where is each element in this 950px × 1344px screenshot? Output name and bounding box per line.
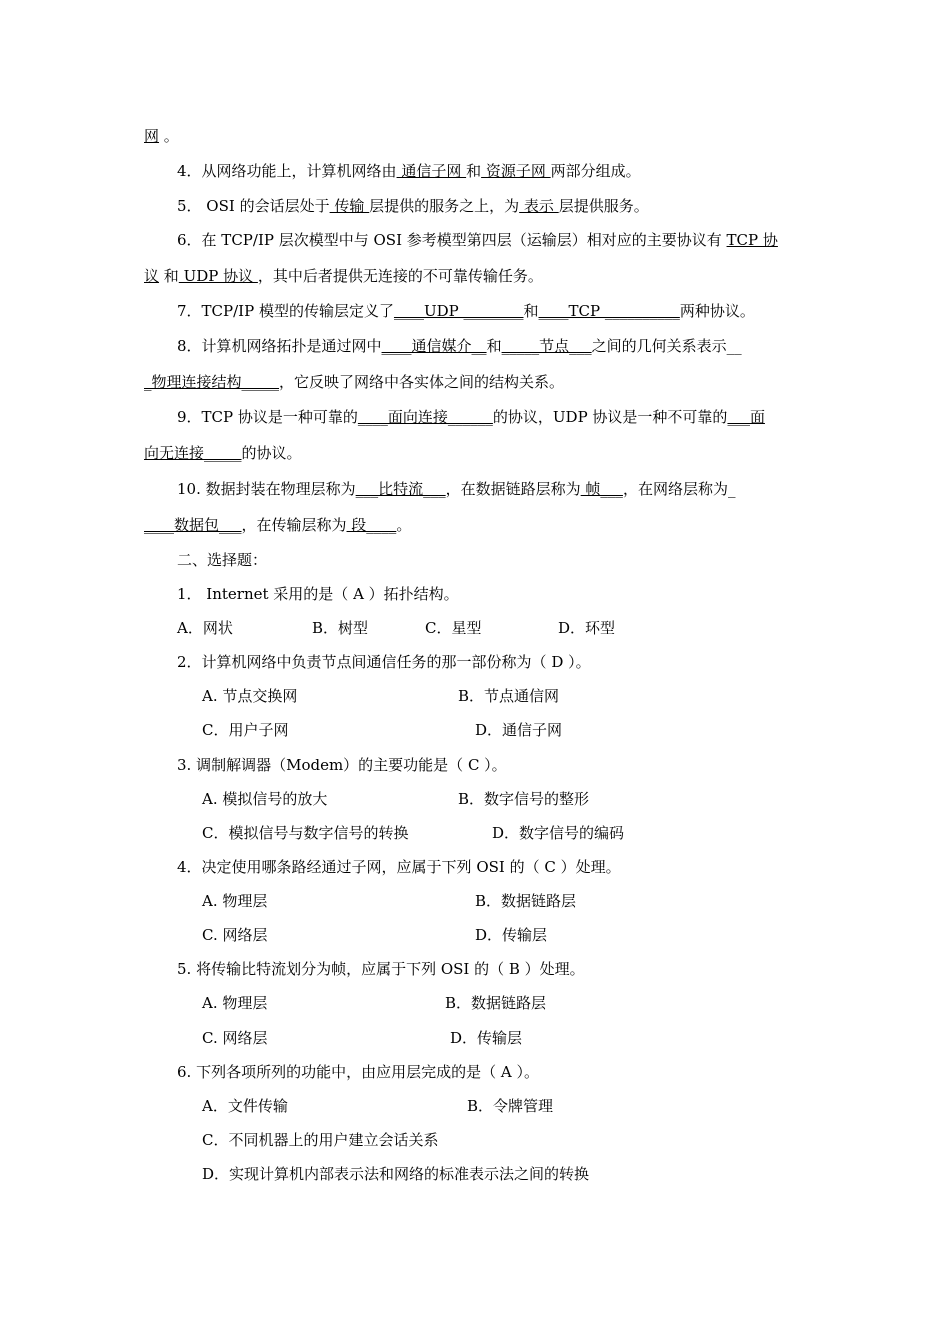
answer-blank: 向无连接_____ [144,444,242,462]
answer-blank: ____面向连接______ [357,408,493,426]
question-choice-1: 1． Internet 采用的是（ A ）拓扑结构。 [177,585,459,603]
line-text: 两种协议。 [679,302,755,320]
answer-line-network [144,126,179,146]
line-text: 5． OSI 的会话层处于 [177,197,330,215]
line-text: 层提供服务。 [558,197,649,215]
question-fill-10-cont [144,515,411,535]
line-text: 6．在 TCP/IP 层次模型中与 OSI 参考模型第四层（运输层）相对应的主要协议有 [177,231,727,249]
answer-blank: ____UDP ________ [393,302,524,320]
answer-blank: ___比特流___ [355,480,446,498]
question-fill-6 [177,230,778,250]
option-a: A．网状 [177,619,233,637]
line-text: 层提供的服务之上，为 [369,197,520,215]
answer-blank: 资源子网 [481,162,551,180]
option-c: C. 网络层 [202,1029,268,1047]
line-text: 的协议，UDP 协议是一种不可靠的 [492,408,728,426]
answer-blank: ____TCP __________ [538,302,680,320]
answer-blank: 帧___ [580,480,623,498]
line-text: 7．TCP/IP 模型的传输层定义了 [177,302,394,320]
option-a: A. 节点交换网 [202,687,298,705]
answer-blank: _____节点___ [501,337,592,355]
line-text: 之间的几何关系表示 [591,337,727,355]
option-c: C．不同机器上的用户建立会话关系 [202,1131,439,1149]
line-text: ，在传输层称为 [241,516,347,534]
answer-blank: 网 [144,127,160,145]
question-fill-10 [177,479,735,499]
line-text: 和 [466,162,482,180]
line-text: 4．从网络功能上，计算机网络由 [177,162,397,180]
line-text: 两部分组成。 [550,162,641,180]
question-fill-9 [177,407,765,427]
line-text: ，在数据链路层称为 [445,480,581,498]
line-text: ，它反映了网络中各实体之间的结构关系。 [279,373,565,391]
line-text: ，在网络层称为 [622,480,728,498]
question-fill-6-cont [144,266,543,286]
option-c: C．星型 [425,619,482,637]
option-d: D．环型 [558,619,616,637]
line-text: 。 [159,127,179,145]
line-text: 和 [486,337,502,355]
answer-blank: __ [726,337,742,355]
option-d: D．传输层 [475,926,548,944]
question-fill-5 [177,196,649,216]
line-text: 10. 数据封装在物理层称为 [177,480,356,498]
answer-blank: 段____ [346,516,397,534]
question-choice-6: 6. 下列各项所列的功能中，由应用层完成的是（ A ）。 [177,1063,539,1081]
answer-blank: UDP 协议 [178,267,258,285]
answer-blank: 议 [144,267,160,285]
option-c: C．用户子网 [202,721,289,739]
answer-blank: 表示 [519,197,559,215]
option-a: A. 物理层 [202,994,268,1012]
question-choice-4: 4．决定使用哪条路经通过子网，应属于下列 OSI 的（ C ）处理。 [177,858,621,876]
answer-blank: ____通信媒介__ [381,337,487,355]
question-fill-8 [177,336,742,356]
answer-blank: 传输 [329,197,370,215]
line-text: 的协议。 [241,444,302,462]
option-c: C. 网络层 [202,926,268,944]
line-text: 。 [396,516,412,534]
question-fill-9-cont [144,443,302,463]
option-d: D．数字信号的编码 [492,824,625,842]
answer-blank: TCP 协 [726,231,778,249]
question-choice-2: 2．计算机网络中负责节点间通信任务的那一部份称为（ D ）。 [177,653,591,671]
line-text: 9．TCP 协议是一种可靠的 [177,408,358,426]
option-b: B．数据链路层 [475,892,577,910]
option-d: D．通信子网 [475,721,563,739]
line-text: ，其中后者提供无连接的不可靠传输任务。 [257,267,543,285]
option-a: A．文件传输 [202,1097,288,1115]
answer-blank: ___面 [727,408,765,426]
answer-blank: _物理连接结构_____ [144,373,280,391]
line-text: 8．计算机网络拓扑是通过网中 [177,337,382,355]
option-b: B．节点通信网 [458,687,560,705]
question-choice-5: 5. 将传输比特流划分为帧，应属于下列 OSI 的（ B ）处理。 [177,960,585,978]
section-title: 二、选择题： [177,551,268,569]
answer-blank: _ [727,480,736,498]
line-text: 和 [523,302,539,320]
answer-blank: 通信子网 [396,162,467,180]
option-a: A. 模拟信号的放大 [202,790,328,808]
option-a: A. 物理层 [202,892,268,910]
question-fill-7 [177,301,755,321]
option-b: B．令牌管理 [467,1097,554,1115]
line-text: 和 [159,267,179,285]
option-d: D．实现计算机内部表示法和网络的标准表示法之间的转换 [202,1165,590,1183]
question-choice-3: 3. 调制解调器（Modem）的主要功能是（ C ）。 [177,756,507,774]
question-fill-4 [177,161,641,181]
option-d: D．传输层 [450,1029,523,1047]
question-fill-8-cont [144,372,564,392]
option-b: B．数字信号的整形 [458,790,590,808]
option-c: C．模拟信号与数字信号的转换 [202,824,409,842]
option-b: B．数据链路层 [445,994,547,1012]
answer-blank: ____数据包___ [144,516,242,534]
option-b: B．树型 [312,619,369,637]
